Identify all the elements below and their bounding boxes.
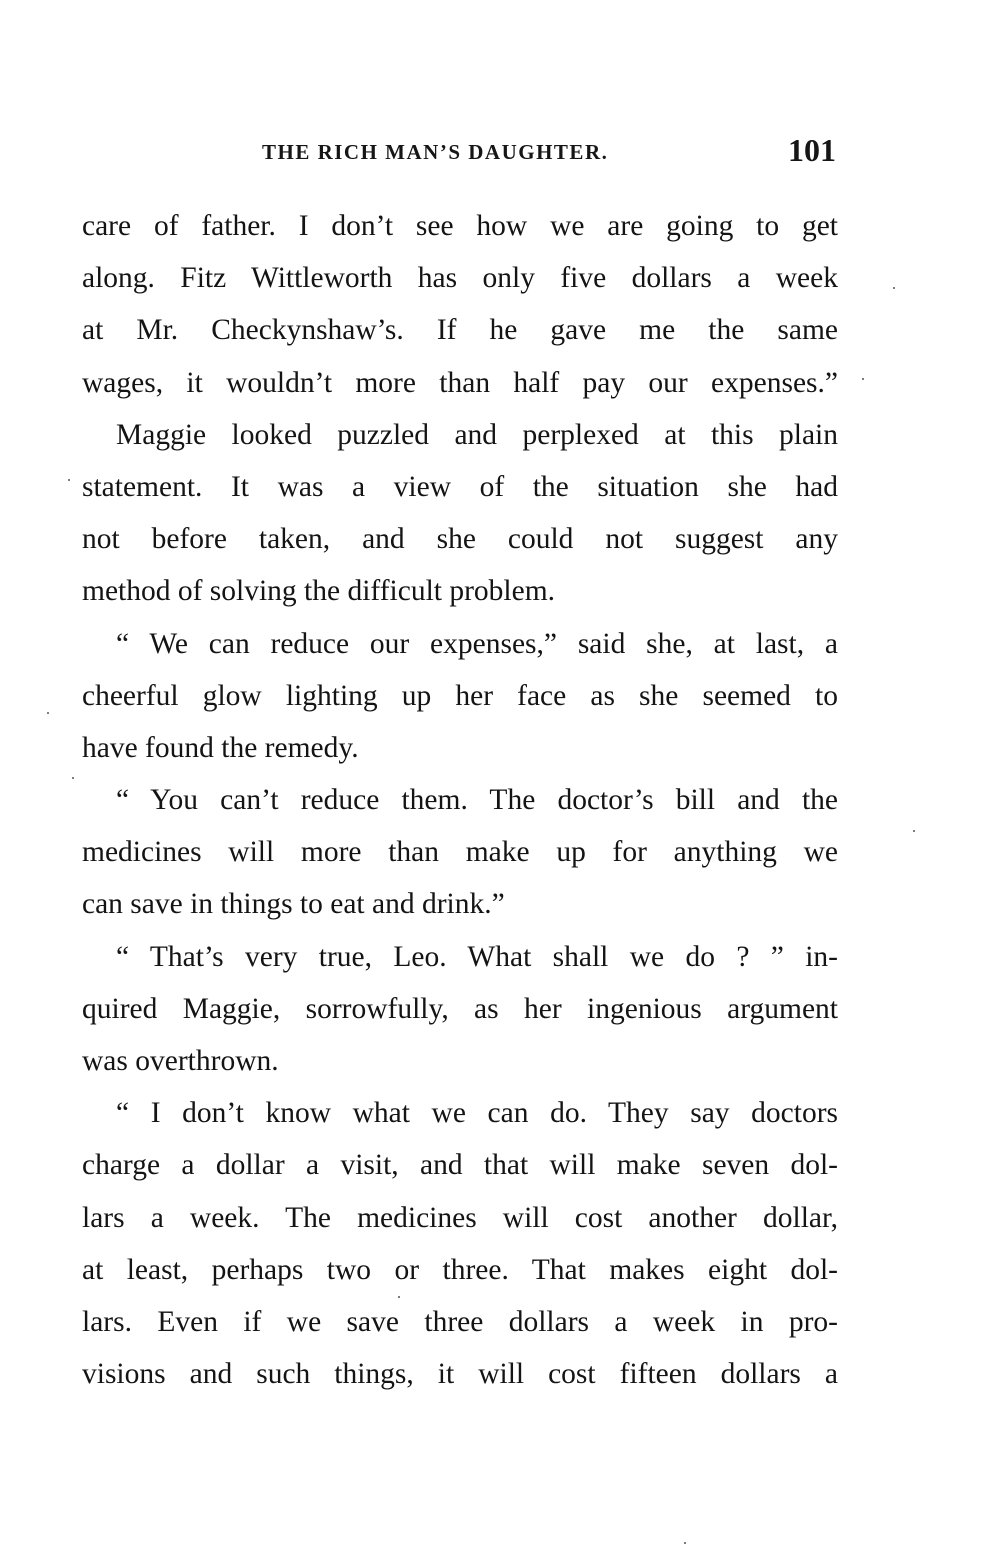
text-line: was overthrown.	[82, 1045, 279, 1077]
text-line: along. Fitz Wittleworth has only five dollars a week	[82, 262, 838, 295]
running-head	[82, 132, 838, 172]
text-line: at Mr. Checkynshaw’s. If he gave me the same	[82, 314, 838, 347]
scan-speck	[398, 1296, 400, 1298]
text-line: have found the remedy.	[82, 731, 359, 764]
text-line: lars. Even if we save three dollars a week in pro-	[82, 1305, 838, 1338]
text-line: Maggie looked puzzled and perplexed at this plain	[116, 418, 838, 451]
text-line: care of father. I don’t see how we are going to get	[82, 210, 838, 242]
scan-speck	[68, 479, 70, 481]
scan-speck	[862, 378, 864, 380]
text-line: lars a week. The medicines will cost another dollar,	[82, 1201, 838, 1234]
text-line: “ That’s very true, Leo. What shall we do ? ” in-	[116, 940, 838, 973]
text-line: method of solving the difficult problem.	[82, 575, 556, 608]
scan-speck	[893, 287, 895, 289]
body-text	[82, 200, 838, 1400]
text-line: charge a dollar a visit, and that will make seven dol-	[82, 1149, 838, 1182]
text-line: “ I don’t know what we can do. They say doctors	[116, 1097, 838, 1130]
text-line: “ We can reduce our expenses,” said she, at last, a	[116, 627, 838, 660]
running-title: THE RICH MAN’S DAUGHTER.	[262, 140, 609, 164]
text-line: not before taken, and she could not suggest any	[82, 523, 838, 556]
scan-speck	[72, 777, 74, 779]
text-line: wages, it wouldn’t more than half pay our expenses.”	[82, 366, 838, 399]
text-line: medicines will more than make up for anything we	[82, 836, 838, 869]
text-line: “ You can’t reduce them. The doctor’s bill and the	[116, 784, 838, 817]
text-line: can save in things to eat and drink.”	[82, 888, 505, 921]
scan-speck	[913, 830, 915, 832]
scan-speck	[47, 712, 49, 714]
text-line: quired Maggie, sorrowfully, as her ingenious argument	[82, 992, 838, 1025]
text-line: visions and such things, it will cost fifteen dollars a	[82, 1358, 838, 1391]
text-line: at least, perhaps two or three. That makes eight dol-	[82, 1253, 838, 1286]
text-line: cheerful glow lighting up her face as she seemed to	[82, 679, 838, 712]
page-number: 101	[788, 132, 836, 168]
scan-speck	[684, 1542, 686, 1544]
text-line: statement. It was a view of the situation she had	[82, 470, 838, 503]
